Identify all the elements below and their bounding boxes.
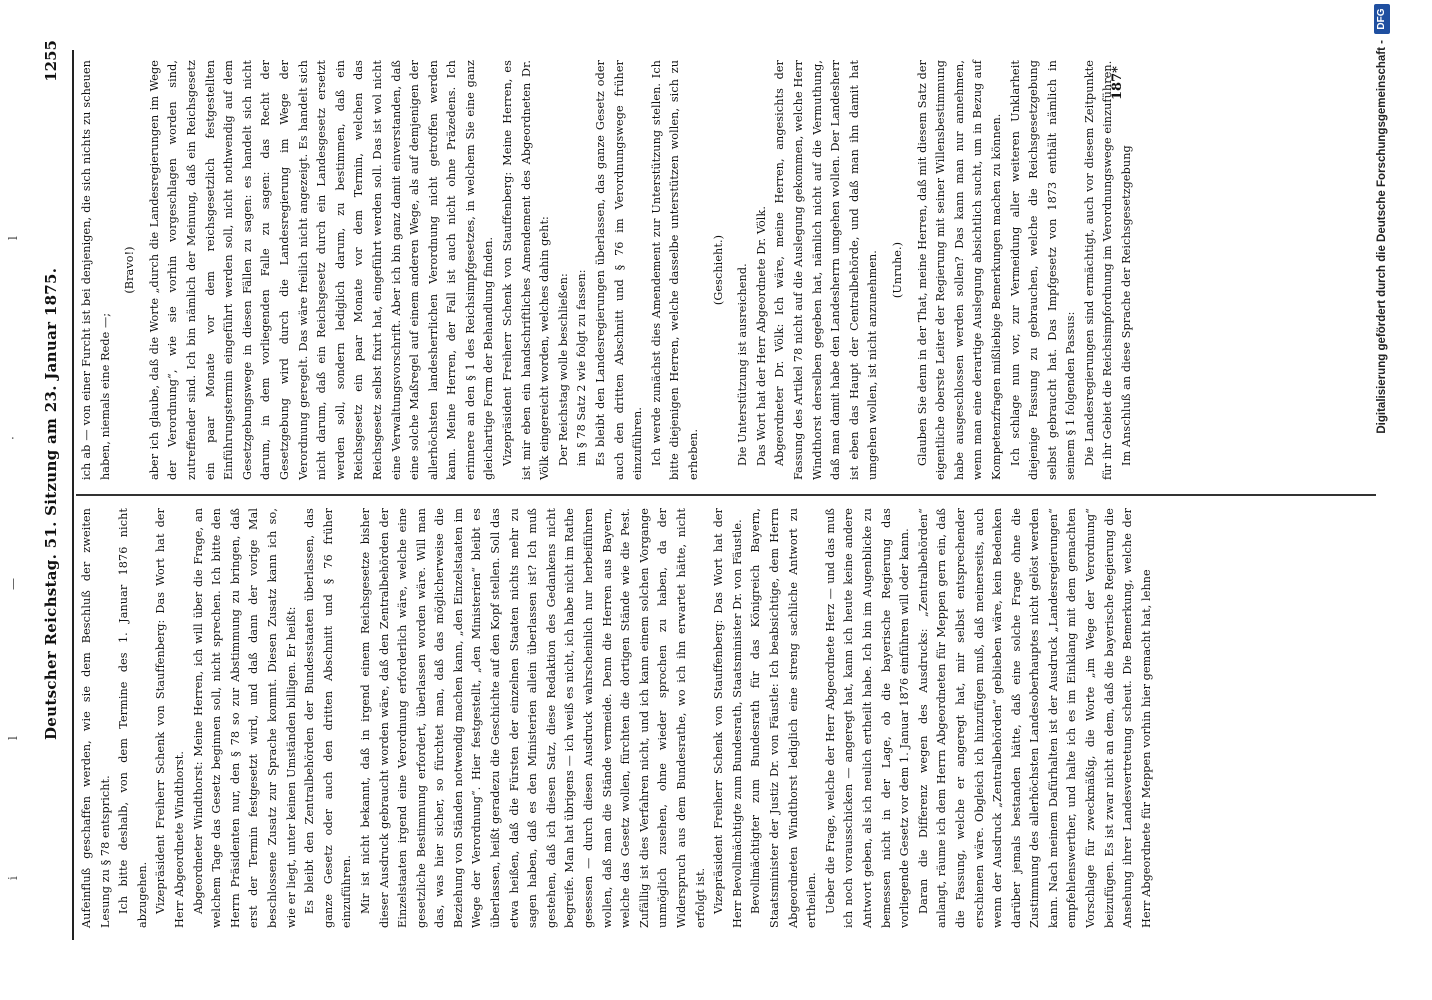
scan-mark: · [6,436,20,440]
paragraph: Ueber die Frage, welche der Herr Abgeordnete Herz — und das muß ich noch vorausschicken — angeregt hat, kann ich heute keine andere Antwort geben, als ich neulich ertheilt habe. Ich bin im Augenblicke zu bemessen nicht in der Lage, ob die bayerische Regierung das vorliegende Gesetz vor dem 1. Januar 1876 einführen will oder kann. [823,508,912,928]
paragraph: Daran die Differenz wegen des Ausdrucks: „Zentralbehörden“ anlangt, räume ich dem Herrn Abgeordneten für Meppen gern ein, daß die Fassung, welche er angeregt hat, mir selbst entsprechender erschienen wäre. Obgleich ich hinzufügen muß, daß meinerseits, auch wenn der Ausdruck „Zentralbehörden“ geblieben wäre, kein Bedenken darüber jemals bestanden hätte, daß eine solche Frage ohne die Zustimmung des allerhöchsten Landesoberhauptes nicht gelöst werden kann. Nach meinem Dafürhalten ist der Ausdruck „Landesregierungen“ empfehlenswerther, und halte ich es im Einklang mit dem gemachten Vorschlage für zweckmäßig, die Worte „im Wege der Verordnung“ beizufügen. Es ist zwar nicht an dem, daß die bayerische Regierung die Ansehung ihrer Landesvertretung scheut. Die Bemerkung, welche der Herr Abgeordnete für Meppen vorhin hier gemacht hat, lehne [916,508,1153,928]
left-column [78,508,1156,928]
credit-text: Digitalisierung gefördert durch die Deutsche Forschungsgemeinschaft - [1376,40,1388,434]
paragraph: Ich schlage nun vor, zur Vermeidung aller weiteren Unklarheit diejenige Fassung zu gebrauchen, welche die Reichsgesetzgebung selbst gebraucht hat. Das Impfgesetz von 1873 enthält nämlich in seinem § 1 folgenden Passus: [1008,60,1078,480]
paragraph: Die Unterstützung ist ausreichend. [736,263,750,466]
scan-mark: — [6,578,20,590]
digitization-credit [1372,0,1396,1000]
paragraph: Vizepräsident Freiherr Schenk von Stauffenberg: Das Wort hat der Herr Bevollmächtigte zum Bundesrath, Staatsminister Dr. von Fäustle. [712,508,744,928]
page-header [38,0,68,1000]
column-divider [76,495,1376,497]
paragraph: Im Anschluß an diese Sprache der Reichsgesetzgebung [1120,145,1134,466]
paragraph: aber ich glaube, daß die Worte „durch die Landesregierungen im Wege der Verordnung“, wie sie vorhin vorgeschlagen worden sind, zutreffender sind. Ich bin nämlich der Meinung, daß ein Reichsgesetz ein paar Monate vor dem reichsgesetzlich festgestellten Einführungstermin eingeführt werden soll, nicht nothwendig auf dem Gesetzgebungswege in diesen Fällen zu sagen: es handelt sich nicht darum, in dem vorliegenden Falle zu sagen: das Recht der Gesetzgebung wird durch die Landesregierung im Wege der Verordnung geregelt. Das wäre freilich nicht angezeigt. Es handelt sich nicht darum, daß ein Reichsgesetz durch ein Landesgesetz ersetzt werden soll, sondern lediglich darum, zu bestimmen, daß ein Reichsgesetz ein paar Monate vor dem Termin, welchen das Reichsgesetz selbst fixirt hat, eingeführt werden soll. Das ist wol nicht eine Verwaltungsvorschrift. Aber ich bin ganz damit einverstanden, daß eine solche Maßregel auf einem anderen Wege, als auf demjenigen der allerhöchsten landesherrlichen Verordnung nicht getroffen werden kann. Meine Herren, der Fall ist auch nicht ohne Präzedens. Ich erinnere an den § 1 des Reichsimpfgesetzes, in welchem Sie eine ganz gleichartige Form der Behandlung finden. [147,60,496,480]
paragraph: Ich bitte deshalb, von dem Termine des 1. Januar 1876 nicht abzugehen. [117,508,149,928]
paragraph: Es bleibt den Landesregierungen überlassen, das ganze Gesetz oder auch den dritten Abschnitt und § 76 im Verordnungswege früher einzuführen. [594,60,645,480]
paragraph: (Geschieht.) [711,234,725,306]
paragraph: Abgeordneter Dr. Völk: Ich wäre, meine Herren, angesichts der Fassung des Artikel 78 nicht auf die Auslegung gekommen, welche Herr Windthorst derselben gegeben hat, nämlich nicht auf die Vermuthung, daß man damit habe den Landesherrn umgehen wollen. Der Landesherr ist eben das Haupt der Centralbehörde, und daß man ihn damit hat umgehen wollen, ist nicht anzunehmen. [773,60,880,480]
paragraph: Vizepräsident Freiherr Schenk von Stauffenberg: Meine Herren, es ist mir eben ein handschriftliches Amendement des Abgeordneten Dr. Völk eingereicht worden, welches dahin geht: [501,60,552,480]
right-column [78,60,1137,480]
signature-mark: 187* [1110,66,1125,100]
page-number: 1255 [42,40,60,82]
scan-mark: l [6,236,20,240]
paragraph: ich ab — von einer Furcht ist bei denjenigen, die sich nichts zu scheuen haben, niemals eine Rede —; [80,60,112,480]
paragraph: Die Landesregierungen sind ermächtigt, auch vor diesem Zeitpunkte für ihr Gebiet die Reichsimpfordnung im Verordnungswege einzuführen. [1082,60,1115,480]
paragraph: Glauben Sie denn in der That, meine Herren, daß mit diesem Satz der eigentliche oberste Leiter der Regierung mit seiner Willensbestimmung habe ausgeschlossen werden sollen? Das kann man nur annehmen, wenn man eine derartige Auslegung absichtlich sucht, um in Bezug auf Kompetenzfragen mißliebige Bemerkungen machen zu können. [915,60,1003,480]
paragraph: Bevollmächtigter zum Bundesrath für das Königreich Bayern, Staatsminister der Justiz Dr. von Fäustle: Ich beabsichtige, dem Herrn Abgeordneten Windthorst lediglich eine streng sachliche Antwort zu ertheilen. [749,508,819,928]
scan-mark: l [6,736,20,740]
paragraph: Aufeinfluß geschaffen werden, wie sie dem Beschluß der zweiten Lesung zu § 78 entspricht. [80,508,112,928]
scan-edge-marks [0,0,30,1000]
paragraph: Das Wort hat der Herr Abgeordnete Dr. Völk. [754,205,768,466]
paragraph: Vizepräsident Freiherr Schenk von Stauffenberg: Das Wort hat der Herr Abgeordnete Windthorst. [154,508,186,928]
paragraph: Abgeordneter Windthorst: Meine Herren, ich will über die Frage, an welchem Tage das Gesetz beginnen soll, nicht sprechen. Ich bitte den Herrn Präsidenten nur, den § 78 so zur Abstimmung zu bringen, daß erst der Termin festgesetzt wird, und daß dann der vorige Mal beschlossene Zusatz zur Sprache kommt. Diesen Zusatz kann ich so, wie er liegt, unter keinen Umständen billigen. Er heißt: [191,508,298,928]
paragraph: im § 78 Satz 2 wie folgt zu fassen: [575,269,589,466]
header-rule [72,50,74,940]
scan-mark: i [6,876,20,880]
running-title: Deutscher Reichstag. 51. Sitzung am 23. Januar 1875. [42,267,60,740]
paragraph: Der Reichstag wolle beschließen: [556,273,570,466]
paragraph: (Bravo!) [123,246,137,294]
dfg-logo: DFG [1374,4,1390,34]
paragraph: Mir ist nicht bekannt, daß in irgend einem Reichsgesetze bisher dieser Ausdruck gebraucht worden wäre, daß den Zentralbehörden der Einzelstaaten irgend eine Verordnung erforderlich wäre, welche eine gesetzliche Bestimmung erfordert, überlassen worden wäre. Will man das, was hier sicher, so fürchtet man, daß das möglicherweise die Beziehung von Ständen notwendig machen kann, „den Einzelstaaten im Wege der Verordnung“. Hier festgestellt, „den Ministerien“ bleibt es überlassen, heißt geradezu die Geschichte auf den Kopf stellen. Soll das etwa heißen, daß die Fürsten der einzelnen Staaten nichts mehr zu sagen haben, daß es den Ministerien allein überlassen ist? Ich muß gestehen, daß ich diesen Satz, diese Redaktion des Gedankens nicht begreife. Man hat übrigens — ich weiß es nicht, ich habe nicht im Rathe gesessen — durch diesen Ausdruck wahrscheinlich nur herbeiführen wollen, daß man die Stände vermeide. Denn die Herren aus Bayern, welche das Gesetz wollen, fürchten die dortigen Stände wie die Pest. Zufällig ist dies Verfahren nicht, und ich kann einem solchen Vorgange unmöglich zusehen, ohne wieder sprochen zu haben, da der Widerspruch aus dem Bundesrathe, wo ich ihn erwartet hätte, nicht erfolgt ist. [358,508,707,928]
paragraph: (Unruhe.) [890,241,904,299]
paragraph: Ich werde zunächst dies Amendement zur Unterstützung stellen. Ich bitte diejenigen Herren, welche dasselbe unterstützen wollen, sich zu erheben. [649,60,700,480]
paragraph: Es bleibt den Zentralbehörden der Bundesstaaten überlassen, das ganze Gesetz oder auch den dritten Abschnitt und § 76 früher einzuführen. [303,508,354,928]
